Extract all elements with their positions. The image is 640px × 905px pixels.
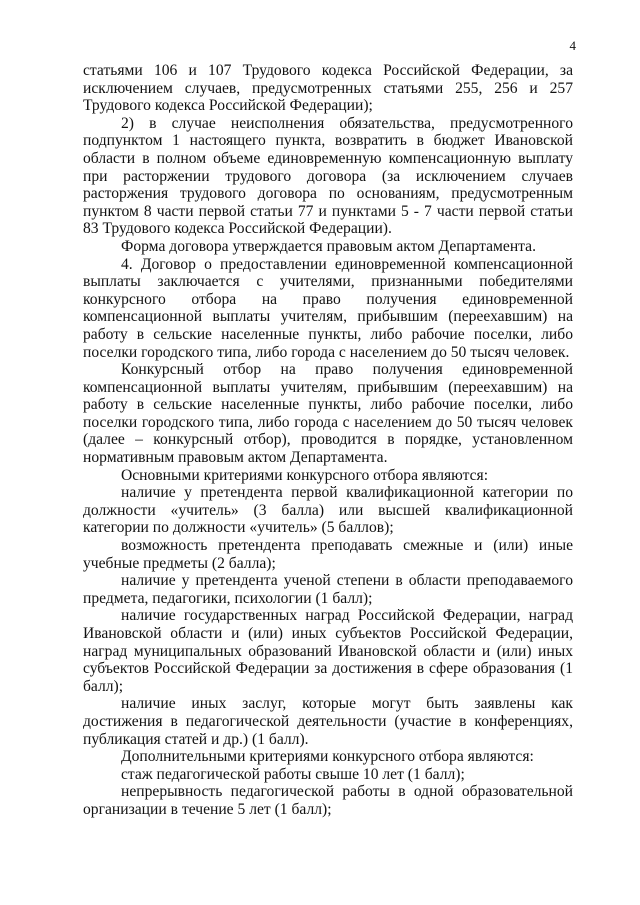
criterion-other-merits: наличие иных заслуг, которые могут быть заявлены как достижения в педагогической деятельности (участие в конференциях, публикация статей и др.) (1 балл). [83, 695, 573, 748]
criterion-experience: стаж педагогической работы свыше 10 лет (1 балл); [121, 765, 465, 783]
criterion-state-awards: наличие государственных наград Российской Федерации, наград Ивановской области и (или) иных субъектов Российской Федерации, наград муниципальных образований Ивановской области и (или) иных субъектов Российской Федерации за достижения в сфере образования (1 балл); [83, 607, 573, 695]
criterion-academic-degree: наличие у претендента ученой степени в области преподаваемого предмета, педагогики, психологии (1 балл); [83, 572, 573, 607]
criterion-continuity: непрерывность педагогической работы в одной образовательной организации в течение 5 лет (1 балл); [83, 783, 573, 818]
paragraph-competition: Конкурсный отбор на право получения единовременной компенсационной выплаты учителям, прибывшим (переехавшим) на работу в сельские населенные пункты, либо рабочие поселки, либо поселки городского типа, либо города с населением до 50 тысяч человек (далее – конкурсный отбор), проводится в порядке, установленном нормативным правовым актом Департамента. [83, 361, 573, 467]
page-number: 4 [569, 38, 576, 53]
criterion-related-subjects: возможность претендента преподавать смежные и (или) иные учебные предметы (2 балла); [83, 537, 573, 572]
paragraph-contract-form: Форма договора утверждается правовым актом Департамента. [121, 237, 536, 255]
paragraph-item-4: 4. Договор о предоставлении единовременной компенсационной выплаты заключается с учителями, признанными победителями конкурсного отбора на право получения единовременной компенсационной выплаты учителям, прибывшим (переехавшим) на работу в сельские населенные пункты, либо рабочие поселки, либо поселки городского типа, либо города с населением до 50 тысяч человек. [83, 255, 573, 361]
paragraph-main-criteria-heading: Основными критериями конкурсного отбора являются: [121, 466, 489, 484]
criterion-qualification: наличие у претендента первой квалификационной категории по должности «учитель» (3 балла) или высшей квалификационной категории по должности «учитель» (5 баллов); [83, 484, 573, 537]
paragraph-additional-criteria-heading: Дополнительными критериями конкурсного отбора являются: [121, 748, 534, 766]
paragraph-continuation: статьями 106 и 107 Трудового кодекса Российской Федерации, за исключением случаев, предусмотренных статьями 255, 256 и 257 Трудового кодекса Российской Федерации); [83, 62, 573, 115]
paragraph-item-2: 2) в случае неисполнения обязательства, предусмотренного подпунктом 1 настоящего пункта, возвратить в бюджет Ивановской области в полном объеме единовременную компенсационную выплату при расторжении трудового договора (за исключением случаев расторжения трудового договора по основаниям, предусмотренным пунктом 8 части первой статьи 77 и пунктами 5 - 7 части первой статьи 83 Трудового кодекса Российской Федерации). [83, 114, 573, 238]
document-body [83, 62, 573, 819]
